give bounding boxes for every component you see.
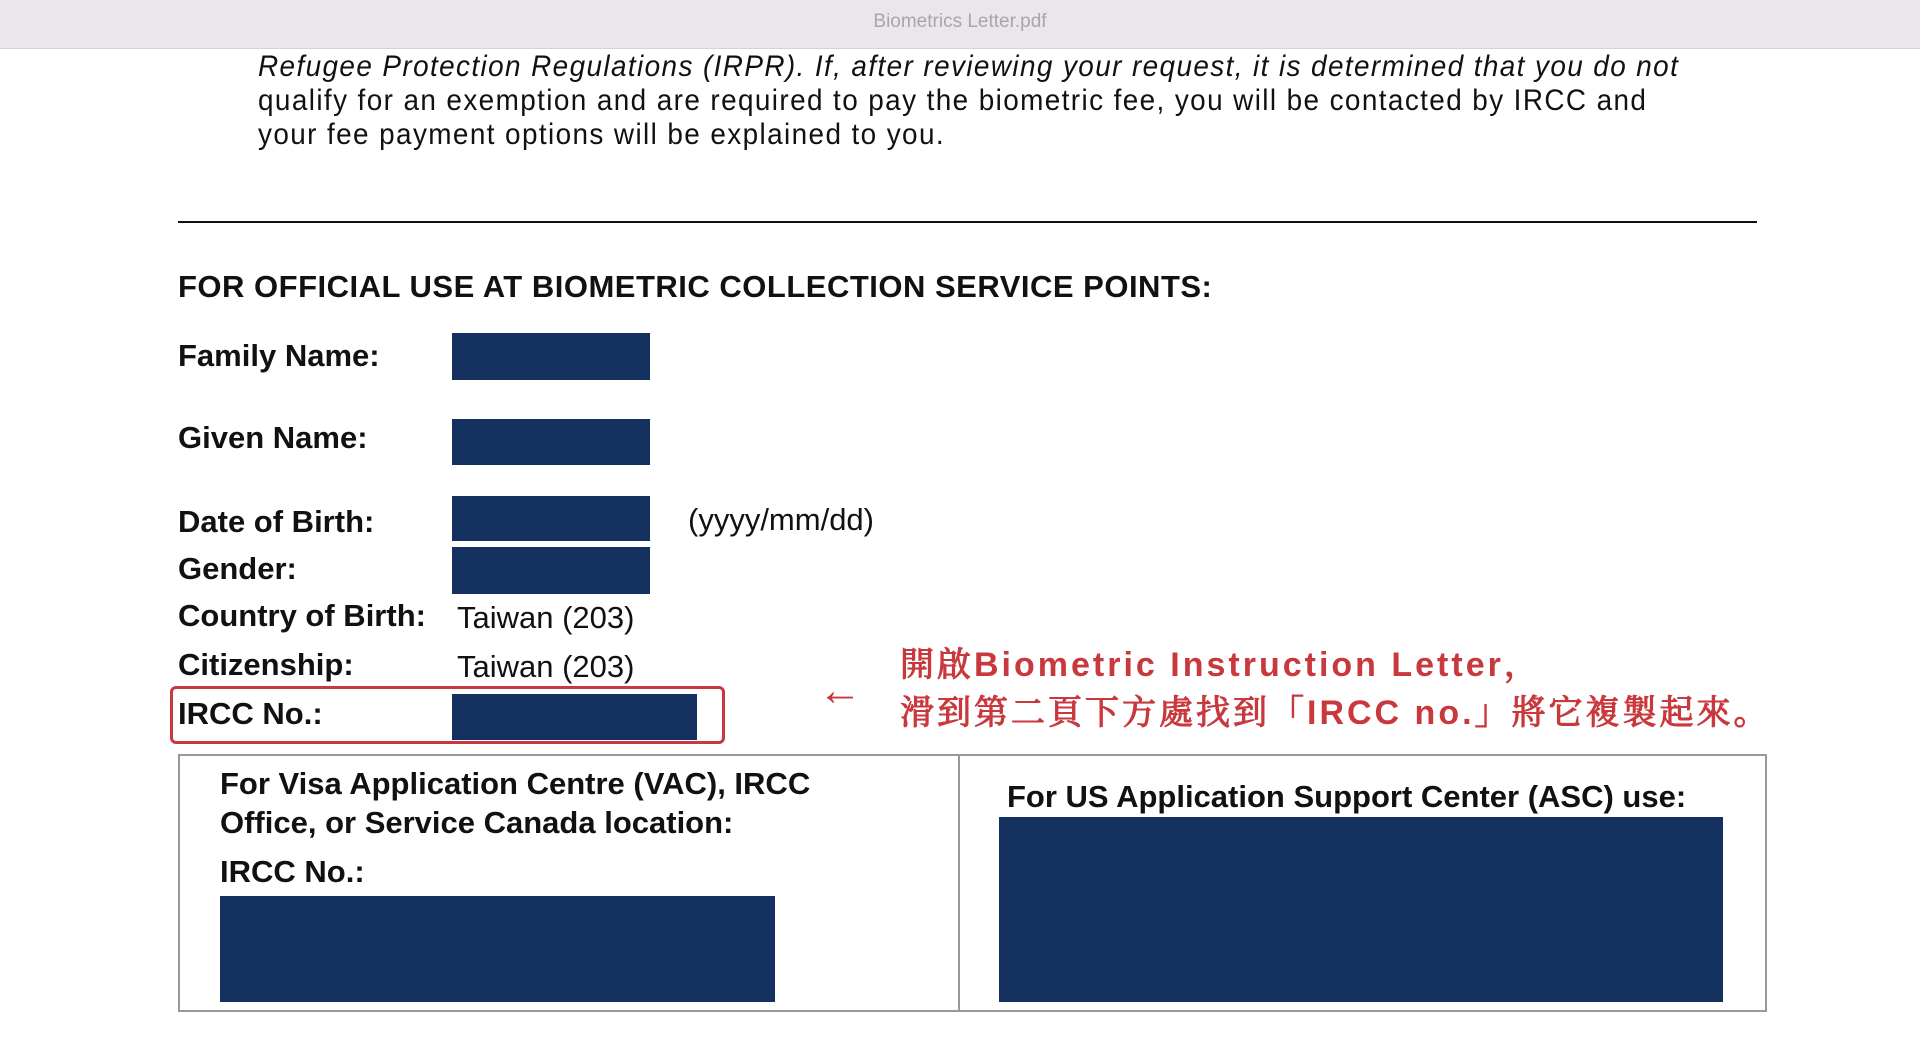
redacted-given-name (452, 419, 650, 465)
annotation-line-2: 滑到第二頁下方處找到「IRCC no.」將它複製起來。 (900, 694, 1771, 732)
redacted-asc-box (999, 817, 1723, 1002)
paragraph-line-2: qualify for an exemption and are required to pay the biometric fee, you will be contacted by IRCC and (258, 84, 1648, 117)
highlight-box (170, 686, 725, 744)
window-titlebar (0, 0, 1920, 49)
country-of-birth-label: Country of Birth: (178, 598, 426, 633)
citizenship-value: Taiwan (203) (457, 649, 635, 684)
annotation-line-1: 開啟Biometric Instruction Letter， (900, 646, 1541, 684)
vac-heading-line-2: Office, or Service Canada location: (220, 805, 734, 840)
arrow-left-icon: ← (818, 666, 862, 715)
redacted-gender (452, 547, 650, 594)
redacted-vac-ircc-no (220, 896, 775, 1002)
given-name-label: Given Name: (178, 420, 368, 455)
paragraph-line-1: Refugee Protection Regulations (IRPR). If, after reviewing your request, it is determined that you do not (258, 50, 1680, 83)
vac-heading-line-1: For Visa Application Centre (VAC), IRCC (220, 766, 811, 801)
section-heading: FOR OFFICIAL USE AT BIOMETRIC COLLECTION SERVICE POINTS: (178, 269, 1213, 304)
asc-heading: For US Application Support Center (ASC) use: (1007, 779, 1687, 814)
citizenship-label: Citizenship: (178, 647, 354, 682)
redacted-date-of-birth (452, 496, 650, 541)
redacted-family-name (452, 333, 650, 380)
family-name-label: Family Name: (178, 338, 380, 373)
divider (178, 221, 1757, 223)
paragraph-line-3: your fee payment options will be explained to you. (258, 118, 946, 151)
table-divider (958, 754, 960, 1012)
gender-label: Gender: (178, 551, 297, 586)
window-title: Biometrics Letter.pdf (873, 11, 1047, 32)
vac-ircc-no-label: IRCC No.: (220, 854, 365, 889)
country-of-birth-value: Taiwan (203) (457, 600, 635, 635)
dob-format-hint: (yyyy/mm/dd) (688, 502, 874, 537)
date-of-birth-label: Date of Birth: (178, 504, 375, 539)
ircc-no-label: IRCC No.: (178, 696, 323, 731)
